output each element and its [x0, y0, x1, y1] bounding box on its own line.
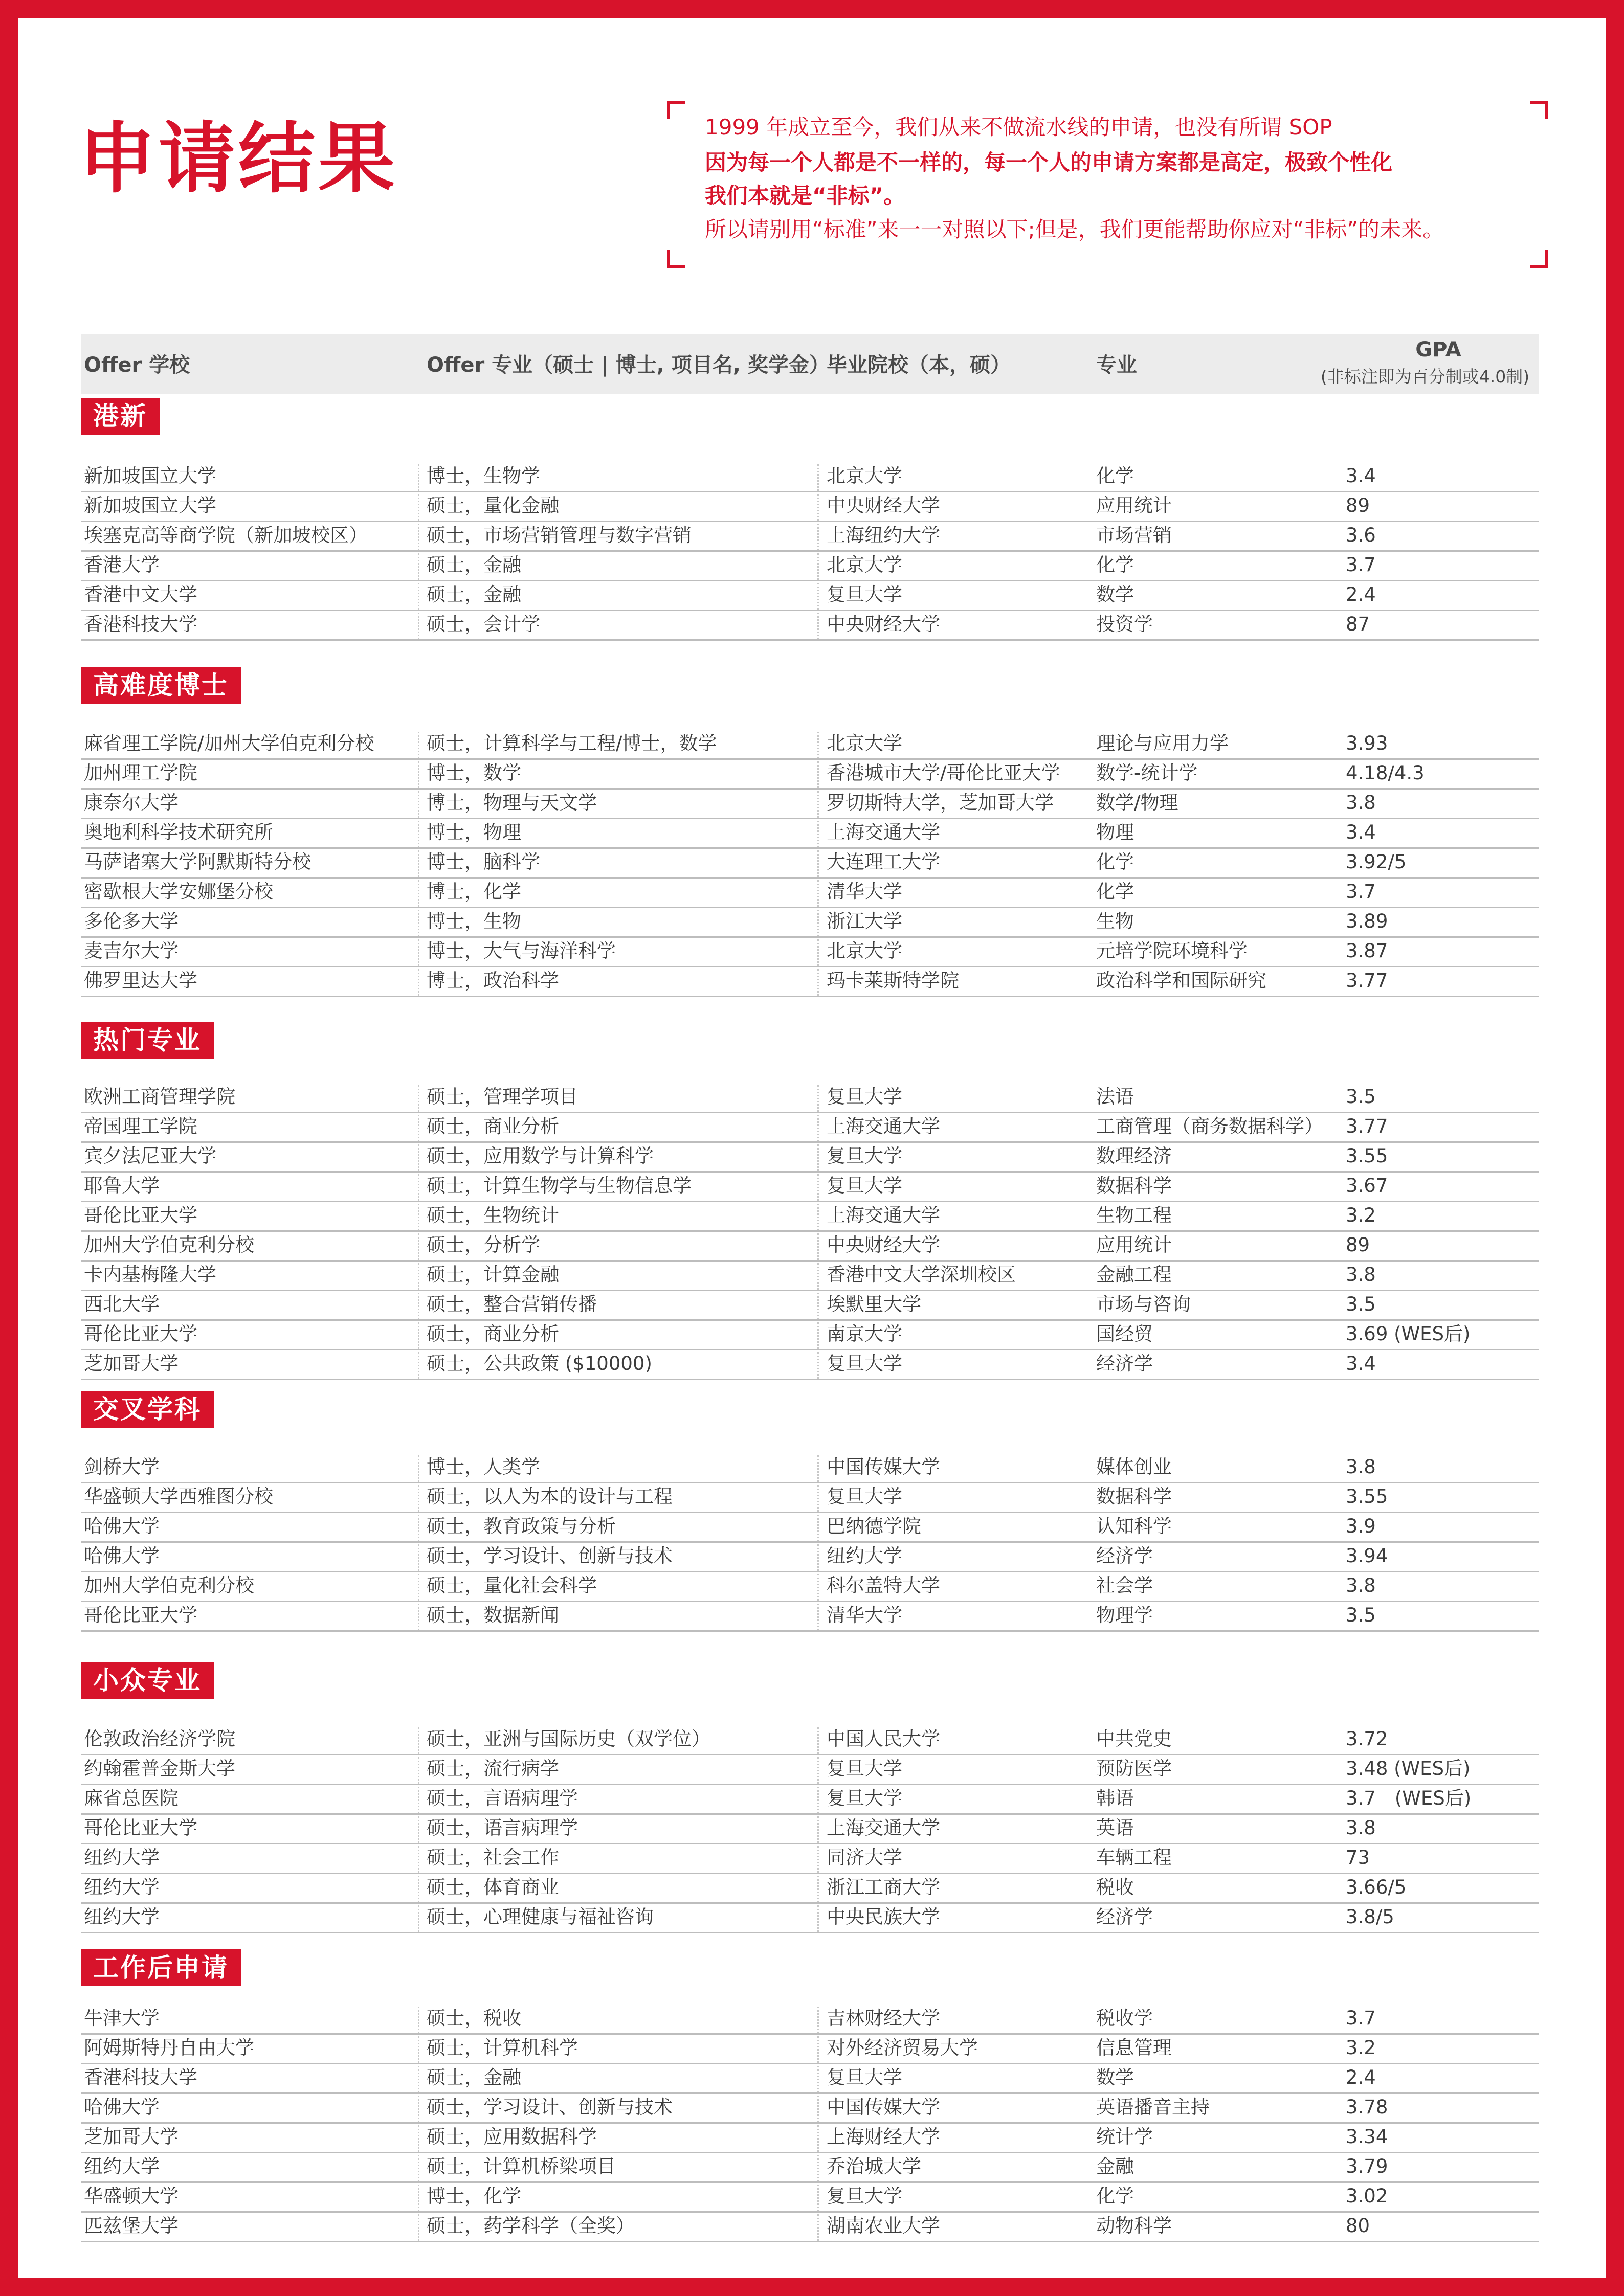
- cell-gpa: 3.89: [1346, 910, 1388, 932]
- table-row: [81, 2004, 1539, 2035]
- cell-gpa: 73: [1346, 1847, 1370, 1869]
- cell-major: 化学: [1096, 465, 1134, 487]
- cell-gpa: 3.79: [1346, 2155, 1388, 2177]
- cell-offer-major: 硕士，社会工作: [427, 1847, 559, 1869]
- cell-gpa: 3.69 (WES后): [1346, 1323, 1471, 1345]
- cell-gpa: 3.5: [1346, 1604, 1376, 1626]
- cell-gpa: 3.93: [1346, 732, 1388, 754]
- cell-offer-major: 博士，物理与天文学: [427, 792, 597, 814]
- cell-major: 经济学: [1096, 1353, 1153, 1375]
- cell-offer-major: 硕士，计算机科学: [427, 2037, 578, 2059]
- cell-offer-major: 硕士，教育政策与分析: [427, 1515, 616, 1537]
- cell-offer-major: 硕士，金融: [427, 2066, 521, 2088]
- cell-gpa: 3.8: [1346, 1574, 1376, 1596]
- cell-major: 化学: [1096, 881, 1134, 903]
- header-offer-school: Offer 学校: [84, 353, 190, 377]
- cell-offer-major: 硕士，市场营销管理与数字营销: [427, 524, 692, 546]
- cell-gpa: 3.8: [1346, 1456, 1376, 1478]
- cell-gpa: 3.94: [1346, 1545, 1388, 1567]
- cell-major: 化学: [1096, 554, 1134, 576]
- cell-offer-school: 麻省总医院: [84, 1787, 179, 1809]
- cell-major: 数学: [1096, 2066, 1134, 2088]
- table-row: [81, 1112, 1539, 1143]
- cell-graduate-school: 中国人民大学: [827, 1728, 940, 1750]
- cell-major: 化学: [1096, 2185, 1134, 2207]
- cell-graduate-school: 乔治城大学: [827, 2155, 921, 2177]
- table-row: [81, 1601, 1539, 1632]
- cell-offer-school: 纽约大学: [84, 1847, 160, 1869]
- cell-graduate-school: 中国传媒大学: [827, 1456, 940, 1478]
- cell-offer-school: 阿姆斯特丹自由大学: [84, 2037, 254, 2059]
- cell-offer-school: 康奈尔大学: [84, 792, 179, 814]
- cell-gpa: 4.18/4.3: [1346, 762, 1425, 784]
- cell-offer-school: 西北大学: [84, 1293, 160, 1315]
- table-row: [81, 1482, 1539, 1513]
- cell-gpa: 3.02: [1346, 2185, 1388, 2207]
- cell-graduate-school: 北京大学: [827, 732, 902, 754]
- table-row: [81, 461, 1539, 492]
- header-gpa-note: (非标注即为百分制或4.0制): [1320, 367, 1530, 387]
- cell-graduate-school: 复旦大学: [827, 1086, 902, 1108]
- cell-offer-major: 硕士，计算金融: [427, 1264, 559, 1286]
- cell-gpa: 3.77: [1346, 1115, 1388, 1137]
- cell-gpa: 3.4: [1346, 1353, 1376, 1375]
- cell-offer-school: 哈佛大学: [84, 1515, 160, 1537]
- cell-major: 元培学院环境科学: [1096, 940, 1248, 962]
- cell-graduate-school: 中央财经大学: [827, 1234, 940, 1256]
- cell-graduate-school: 复旦大学: [827, 1485, 902, 1507]
- section-tag-hk-sg: 港新: [81, 398, 160, 435]
- cell-major: 市场营销: [1096, 524, 1172, 546]
- cell-graduate-school: 玛卡莱斯特学院: [827, 970, 959, 992]
- cell-offer-major: 硕士，商业分析: [427, 1323, 559, 1345]
- cell-graduate-school: 北京大学: [827, 465, 902, 487]
- cell-gpa: 3.34: [1346, 2126, 1388, 2148]
- cell-offer-school: 香港科技大学: [84, 613, 197, 635]
- cell-offer-school: 佛罗里达大学: [84, 970, 197, 992]
- cell-offer-major: 硕士，语言病理学: [427, 1817, 578, 1839]
- cell-major: 数据科学: [1096, 1175, 1172, 1197]
- cell-offer-school: 帝国理工学院: [84, 1115, 197, 1137]
- table-row: [81, 2122, 1539, 2153]
- cell-offer-major: 硕士，会计学: [427, 613, 540, 635]
- cell-major: 统计学: [1096, 2126, 1153, 2148]
- cell-offer-school: 纽约大学: [84, 2155, 160, 2177]
- cell-graduate-school: 清华大学: [827, 881, 902, 903]
- cell-graduate-school: 复旦大学: [827, 583, 902, 605]
- section-tag-after-work: 工作后申请: [81, 1949, 241, 1986]
- cell-offer-school: 香港大学: [84, 554, 160, 576]
- cell-major: 韩语: [1096, 1787, 1134, 1809]
- cell-major: 工商管理（商务数据科学）: [1096, 1115, 1323, 1137]
- cell-offer-school: 华盛顿大学西雅图分校: [84, 1485, 273, 1507]
- cell-gpa: 3.9: [1346, 1515, 1376, 1537]
- cell-offer-school: 匹兹堡大学: [84, 2215, 179, 2237]
- cell-major: 经济学: [1096, 1545, 1153, 1567]
- cell-offer-school: 牛津大学: [84, 2007, 160, 2029]
- cell-major: 税收: [1096, 1876, 1134, 1898]
- cell-major: 媒体创业: [1096, 1456, 1172, 1478]
- cell-offer-school: 耶鲁大学: [84, 1175, 160, 1197]
- cell-offer-school: 哥伦比亚大学: [84, 1817, 197, 1839]
- cell-graduate-school: 复旦大学: [827, 1353, 902, 1375]
- table-row: [81, 580, 1539, 611]
- cell-gpa: 3.67: [1346, 1175, 1388, 1197]
- cell-gpa: 3.48 (WES后): [1346, 1758, 1471, 1780]
- cell-offer-school: 密歇根大学安娜堡分校: [84, 881, 273, 903]
- cell-graduate-school: 香港城市大学/哥伦比亚大学: [827, 762, 1060, 784]
- cell-offer-school: 约翰霍普金斯大学: [84, 1758, 235, 1780]
- table-row: [81, 1571, 1539, 1602]
- table-row: [81, 1902, 1539, 1933]
- cell-graduate-school: 巴纳德学院: [827, 1515, 921, 1537]
- cell-gpa: 3.66/5: [1346, 1876, 1407, 1898]
- cell-major: 数学/物理: [1096, 792, 1178, 814]
- cell-offer-major: 博士，数学: [427, 762, 521, 784]
- cell-major: 市场与咨询: [1096, 1293, 1191, 1315]
- cell-offer-school: 加州大学伯克利分校: [84, 1574, 254, 1596]
- cell-offer-major: 硕士，体育商业: [427, 1876, 559, 1898]
- cell-offer-major: 硕士，流行病学: [427, 1758, 559, 1780]
- cell-offer-major: 硕士，生物统计: [427, 1204, 559, 1226]
- cell-gpa: 3.7 (WES后): [1346, 1787, 1472, 1809]
- intro-box: [667, 101, 1548, 268]
- cell-offer-major: 硕士，计算生物学与生物信息学: [427, 1175, 692, 1197]
- page-title: 申请结果: [79, 115, 398, 204]
- cell-gpa: 3.7: [1346, 881, 1376, 903]
- table-row: [81, 2092, 1539, 2124]
- cell-gpa: 3.78: [1346, 2096, 1388, 2118]
- cell-offer-major: 硕士，量化社会科学: [427, 1574, 597, 1596]
- cell-offer-major: 硕士，计算科学与工程/博士，数学: [427, 732, 717, 754]
- cell-offer-school: 纽约大学: [84, 1906, 160, 1928]
- cell-offer-school: 华盛顿大学: [84, 2185, 179, 2207]
- cell-offer-major: 博士，生物学: [427, 465, 540, 487]
- header-gpa: GPA: [1415, 338, 1461, 362]
- cell-graduate-school: 湖南农业大学: [827, 2215, 940, 2237]
- cell-graduate-school: 纽约大学: [827, 1545, 902, 1567]
- cell-offer-school: 奥地利科学技术研究所: [84, 821, 273, 843]
- bracket-corner-top-right: [1530, 101, 1548, 119]
- header-graduate-school: 毕业院校（本，硕）: [827, 353, 1011, 377]
- cell-gpa: 89: [1346, 494, 1370, 516]
- cell-offer-major: 硕士，公共政策 ($10000): [427, 1353, 652, 1375]
- cell-graduate-school: 复旦大学: [827, 2066, 902, 2088]
- cell-graduate-school: 罗切斯特大学，芝加哥大学: [827, 792, 1054, 814]
- cell-major: 认知科学: [1096, 1515, 1172, 1537]
- cell-gpa: 3.4: [1346, 465, 1376, 487]
- cell-offer-major: 硕士，心理健康与福祉咨询: [427, 1906, 654, 1928]
- cell-offer-major: 硕士，整合营销传播: [427, 1293, 597, 1315]
- cell-major: 应用统计: [1096, 494, 1172, 516]
- cell-gpa: 3.5: [1346, 1086, 1376, 1108]
- cell-offer-school: 哥伦比亚大学: [84, 1604, 197, 1626]
- cell-major: 物理: [1096, 821, 1134, 843]
- cell-offer-major: 硕士，数据新闻: [427, 1604, 559, 1626]
- table-row: [81, 2152, 1539, 2183]
- cell-major: 英语播音主持: [1096, 2096, 1210, 2118]
- cell-gpa: 3.55: [1346, 1145, 1388, 1167]
- cell-major: 预防医学: [1096, 1758, 1172, 1780]
- section-tag-niche-majors: 小众专业: [81, 1662, 214, 1699]
- cell-offer-school: 加州理工学院: [84, 762, 197, 784]
- cell-gpa: 2.4: [1346, 2066, 1376, 2088]
- cell-offer-school: 多伦多大学: [84, 910, 179, 932]
- bracket-corner-top-left: [667, 101, 685, 119]
- cell-offer-major: 博士，脑科学: [427, 851, 540, 873]
- cell-offer-school: 卡内基梅隆大学: [84, 1264, 216, 1286]
- cell-major: 国经贸: [1096, 1323, 1153, 1345]
- cell-gpa: 3.8: [1346, 1817, 1376, 1839]
- cell-graduate-school: 香港中文大学深圳校区: [827, 1264, 1016, 1286]
- cell-graduate-school: 吉林财经大学: [827, 2007, 940, 2029]
- cell-major: 信息管理: [1096, 2037, 1172, 2059]
- cell-graduate-school: 上海交通大学: [827, 821, 940, 843]
- table-row: [81, 758, 1539, 790]
- cell-gpa: 3.55: [1346, 1485, 1388, 1507]
- table-row: [81, 1082, 1539, 1113]
- cell-graduate-school: 复旦大学: [827, 1758, 902, 1780]
- cell-graduate-school: 复旦大学: [827, 2185, 902, 2207]
- cell-graduate-school: 埃默里大学: [827, 1293, 921, 1315]
- cell-offer-school: 香港中文大学: [84, 583, 197, 605]
- cell-offer-school: 麻省理工学院/加州大学伯克利分校: [84, 732, 374, 754]
- cell-major: 生物工程: [1096, 1204, 1172, 1226]
- cell-graduate-school: 复旦大学: [827, 1175, 902, 1197]
- section-tag-hard-phd: 高难度博士: [81, 667, 241, 704]
- cell-offer-major: 硕士，量化金融: [427, 494, 559, 516]
- cell-offer-major: 博士，物理: [427, 821, 521, 843]
- cell-offer-school: 芝加哥大学: [84, 2126, 179, 2148]
- table-row: [81, 1541, 1539, 1572]
- cell-offer-school: 马萨诸塞大学阿默斯特分校: [84, 851, 311, 873]
- cell-offer-school: 加州大学伯克利分校: [84, 1234, 254, 1256]
- cell-offer-school: 欧洲工商管理学院: [84, 1086, 235, 1108]
- cell-offer-school: 哈佛大学: [84, 1545, 160, 1567]
- cell-graduate-school: 北京大学: [827, 554, 902, 576]
- table-row: [81, 877, 1539, 908]
- cell-offer-school: 新加坡国立大学: [84, 465, 216, 487]
- cell-offer-major: 硕士，管理学项目: [427, 1086, 578, 1108]
- cell-graduate-school: 中央财经大学: [827, 613, 940, 635]
- cell-gpa: 89: [1346, 1234, 1370, 1256]
- cell-gpa: 80: [1346, 2215, 1370, 2237]
- header-major: 专业: [1096, 353, 1137, 377]
- cell-gpa: 3.2: [1346, 2037, 1376, 2059]
- cell-offer-major: 博士，人类学: [427, 1456, 540, 1478]
- cell-major: 数理经济: [1096, 1145, 1172, 1167]
- table-row: [81, 1843, 1539, 1874]
- cell-offer-school: 剑桥大学: [84, 1456, 160, 1478]
- cell-gpa: 3.2: [1346, 1204, 1376, 1226]
- cell-offer-major: 硕士，学习设计、创新与技术: [427, 1545, 673, 1567]
- cell-major: 金融工程: [1096, 1264, 1172, 1286]
- cell-offer-major: 博士，生物: [427, 910, 521, 932]
- table-row: [81, 2033, 1539, 2064]
- intro-line-bold: 因为每一个人都是不一样的，每一个人的申请方案都是高定，极致个性化: [705, 150, 1393, 175]
- table-row: [81, 521, 1539, 552]
- table-row: [81, 1724, 1539, 1755]
- cell-offer-school: 宾夕法尼亚大学: [84, 1145, 216, 1167]
- cell-graduate-school: 上海交通大学: [827, 1115, 940, 1137]
- table-row: [81, 1873, 1539, 1904]
- cell-major: 经济学: [1096, 1906, 1153, 1928]
- cell-offer-school: 伦敦政治经济学院: [84, 1728, 235, 1750]
- cell-offer-major: 硕士，商业分析: [427, 1115, 559, 1137]
- cell-gpa: 3.77: [1346, 970, 1388, 992]
- cell-gpa: 2.4: [1346, 583, 1376, 605]
- bracket-corner-bottom-left: [667, 250, 685, 268]
- cell-major: 法语: [1096, 1086, 1134, 1108]
- table-row: [81, 491, 1539, 522]
- cell-gpa: 3.8: [1346, 792, 1376, 814]
- cell-graduate-school: 大连理工大学: [827, 851, 940, 873]
- cell-graduate-school: 南京大学: [827, 1323, 902, 1345]
- cell-gpa: 3.7: [1346, 2007, 1376, 2029]
- cell-graduate-school: 中央财经大学: [827, 494, 940, 516]
- cell-major: 金融: [1096, 2155, 1134, 2177]
- cell-gpa: 3.7: [1346, 554, 1376, 576]
- cell-gpa: 3.72: [1346, 1728, 1388, 1750]
- table-row: [81, 1784, 1539, 1815]
- cell-major: 英语: [1096, 1817, 1134, 1839]
- cell-graduate-school: 对外经济贸易大学: [827, 2037, 978, 2059]
- table-row: [81, 550, 1539, 581]
- cell-major: 车辆工程: [1096, 1847, 1172, 1869]
- cell-offer-school: 新加坡国立大学: [84, 494, 216, 516]
- cell-graduate-school: 浙江大学: [827, 910, 902, 932]
- cell-offer-major: 硕士，亚洲与国际历史（双学位）: [427, 1728, 710, 1750]
- cell-graduate-school: 复旦大学: [827, 1787, 902, 1809]
- cell-offer-major: 硕士，税收: [427, 2007, 521, 2029]
- table-row: [81, 818, 1539, 849]
- cell-graduate-school: 上海交通大学: [827, 1204, 940, 1226]
- cell-gpa: 87: [1346, 613, 1370, 635]
- cell-graduate-school: 中国传媒大学: [827, 2096, 940, 2118]
- table-row: [81, 936, 1539, 967]
- cell-major: 数学-统计学: [1096, 762, 1198, 784]
- bracket-corner-bottom-right: [1530, 250, 1548, 268]
- cell-major: 生物: [1096, 910, 1134, 932]
- cell-major: 理论与应用力学: [1096, 732, 1229, 754]
- table-row: [81, 907, 1539, 938]
- cell-graduate-school: 清华大学: [827, 1604, 902, 1626]
- cell-offer-major: 硕士，药学科学（全奖）: [427, 2215, 635, 2237]
- table-row: [81, 2063, 1539, 2094]
- table-row: [81, 1813, 1539, 1844]
- cell-offer-major: 硕士，计算机桥梁项目: [427, 2155, 616, 2177]
- cell-major: 数学: [1096, 583, 1134, 605]
- cell-offer-major: 硕士，应用数学与计算科学: [427, 1145, 654, 1167]
- table-row: [81, 847, 1539, 879]
- cell-offer-major: 博士，政治科学: [427, 970, 559, 992]
- cell-offer-major: 硕士，金融: [427, 554, 521, 576]
- cell-major: 税收学: [1096, 2007, 1153, 2029]
- cell-major: 物理学: [1096, 1604, 1153, 1626]
- table-row: [81, 1290, 1539, 1321]
- cell-graduate-school: 上海财经大学: [827, 2126, 940, 2148]
- cell-offer-school: 香港科技大学: [84, 2066, 197, 2088]
- cell-graduate-school: 上海纽约大学: [827, 524, 940, 546]
- cell-graduate-school: 复旦大学: [827, 1145, 902, 1167]
- intro-line: 1999 年成立至今，我们从来不做流水线的申请，也没有所谓 SOP: [705, 115, 1332, 140]
- cell-gpa: 3.8: [1346, 1264, 1376, 1286]
- cell-graduate-school: 北京大学: [827, 940, 902, 962]
- cell-offer-major: 硕士，言语病理学: [427, 1787, 578, 1809]
- cell-gpa: 3.4: [1346, 821, 1376, 843]
- cell-offer-major: 硕士，学习设计、创新与技术: [427, 2096, 673, 2118]
- table-row: [81, 1141, 1539, 1173]
- cell-graduate-school: 中央民族大学: [827, 1906, 940, 1928]
- table-row: [81, 1319, 1539, 1350]
- cell-offer-school: 芝加哥大学: [84, 1353, 179, 1375]
- cell-major: 中共党史: [1096, 1728, 1172, 1750]
- cell-offer-school: 哥伦比亚大学: [84, 1204, 197, 1226]
- table-row: [81, 2181, 1539, 2213]
- cell-major: 化学: [1096, 851, 1134, 873]
- cell-gpa: 3.5: [1346, 1293, 1376, 1315]
- cell-gpa: 3.6: [1346, 524, 1376, 546]
- cell-gpa: 3.92/5: [1346, 851, 1407, 873]
- table-row: [81, 966, 1539, 997]
- cell-major: 政治科学和国际研究: [1096, 970, 1266, 992]
- cell-graduate-school: 科尔盖特大学: [827, 1574, 940, 1596]
- table-row: [81, 1230, 1539, 1262]
- section-tag-cross-discipline: 交叉学科: [81, 1391, 214, 1428]
- cell-offer-school: 哈佛大学: [84, 2096, 160, 2118]
- header-offer-major: Offer 专业（硕士 | 博士, 项目名, 奖学金）: [427, 353, 830, 377]
- cell-graduate-school: 同济大学: [827, 1847, 902, 1869]
- cell-offer-school: 纽约大学: [84, 1876, 160, 1898]
- table-row: [81, 1452, 1539, 1483]
- table-row: [81, 788, 1539, 819]
- cell-major: 投资学: [1096, 613, 1153, 635]
- table-row: [81, 1349, 1539, 1380]
- table-row: [81, 610, 1539, 641]
- cell-offer-major: 硕士，以人为本的设计与工程: [427, 1485, 673, 1507]
- cell-offer-major: 博士，化学: [427, 881, 521, 903]
- table-row: [81, 1171, 1539, 1202]
- cell-offer-major: 硕士，分析学: [427, 1234, 540, 1256]
- cell-major: 社会学: [1096, 1574, 1153, 1596]
- cell-offer-major: 博士，化学: [427, 2185, 521, 2207]
- cell-graduate-school: 浙江工商大学: [827, 1876, 940, 1898]
- table-row: [81, 1754, 1539, 1785]
- section-tag-popular-majors: 热门专业: [81, 1022, 214, 1059]
- table-row: [81, 1201, 1539, 1232]
- intro-line: 所以请别用“标准”来一一对照以下;但是，我们更能帮助你应对“非标”的未来。: [705, 217, 1444, 242]
- cell-gpa: 3.87: [1346, 940, 1388, 962]
- cell-offer-major: 博士，大气与海洋科学: [427, 940, 616, 962]
- cell-offer-major: 硕士，应用数据科学: [427, 2126, 597, 2148]
- intro-line-bold: 我们本就是“非标”。: [705, 183, 905, 208]
- cell-major: 动物科学: [1096, 2215, 1172, 2237]
- table-row: [81, 1260, 1539, 1291]
- cell-major: 数据科学: [1096, 1485, 1172, 1507]
- table-row: [81, 729, 1539, 760]
- cell-major: 应用统计: [1096, 1234, 1172, 1256]
- table-header: [81, 334, 1539, 394]
- cell-graduate-school: 上海交通大学: [827, 1817, 940, 1839]
- cell-gpa: 3.8/5: [1346, 1906, 1394, 1928]
- cell-offer-school: 埃塞克高等商学院（新加坡校区）: [84, 524, 368, 546]
- table-row: [81, 1512, 1539, 1543]
- table-row: [81, 2211, 1539, 2242]
- cell-offer-school: 麦吉尔大学: [84, 940, 179, 962]
- cell-offer-major: 硕士，金融: [427, 583, 521, 605]
- cell-offer-school: 哥伦比亚大学: [84, 1323, 197, 1345]
